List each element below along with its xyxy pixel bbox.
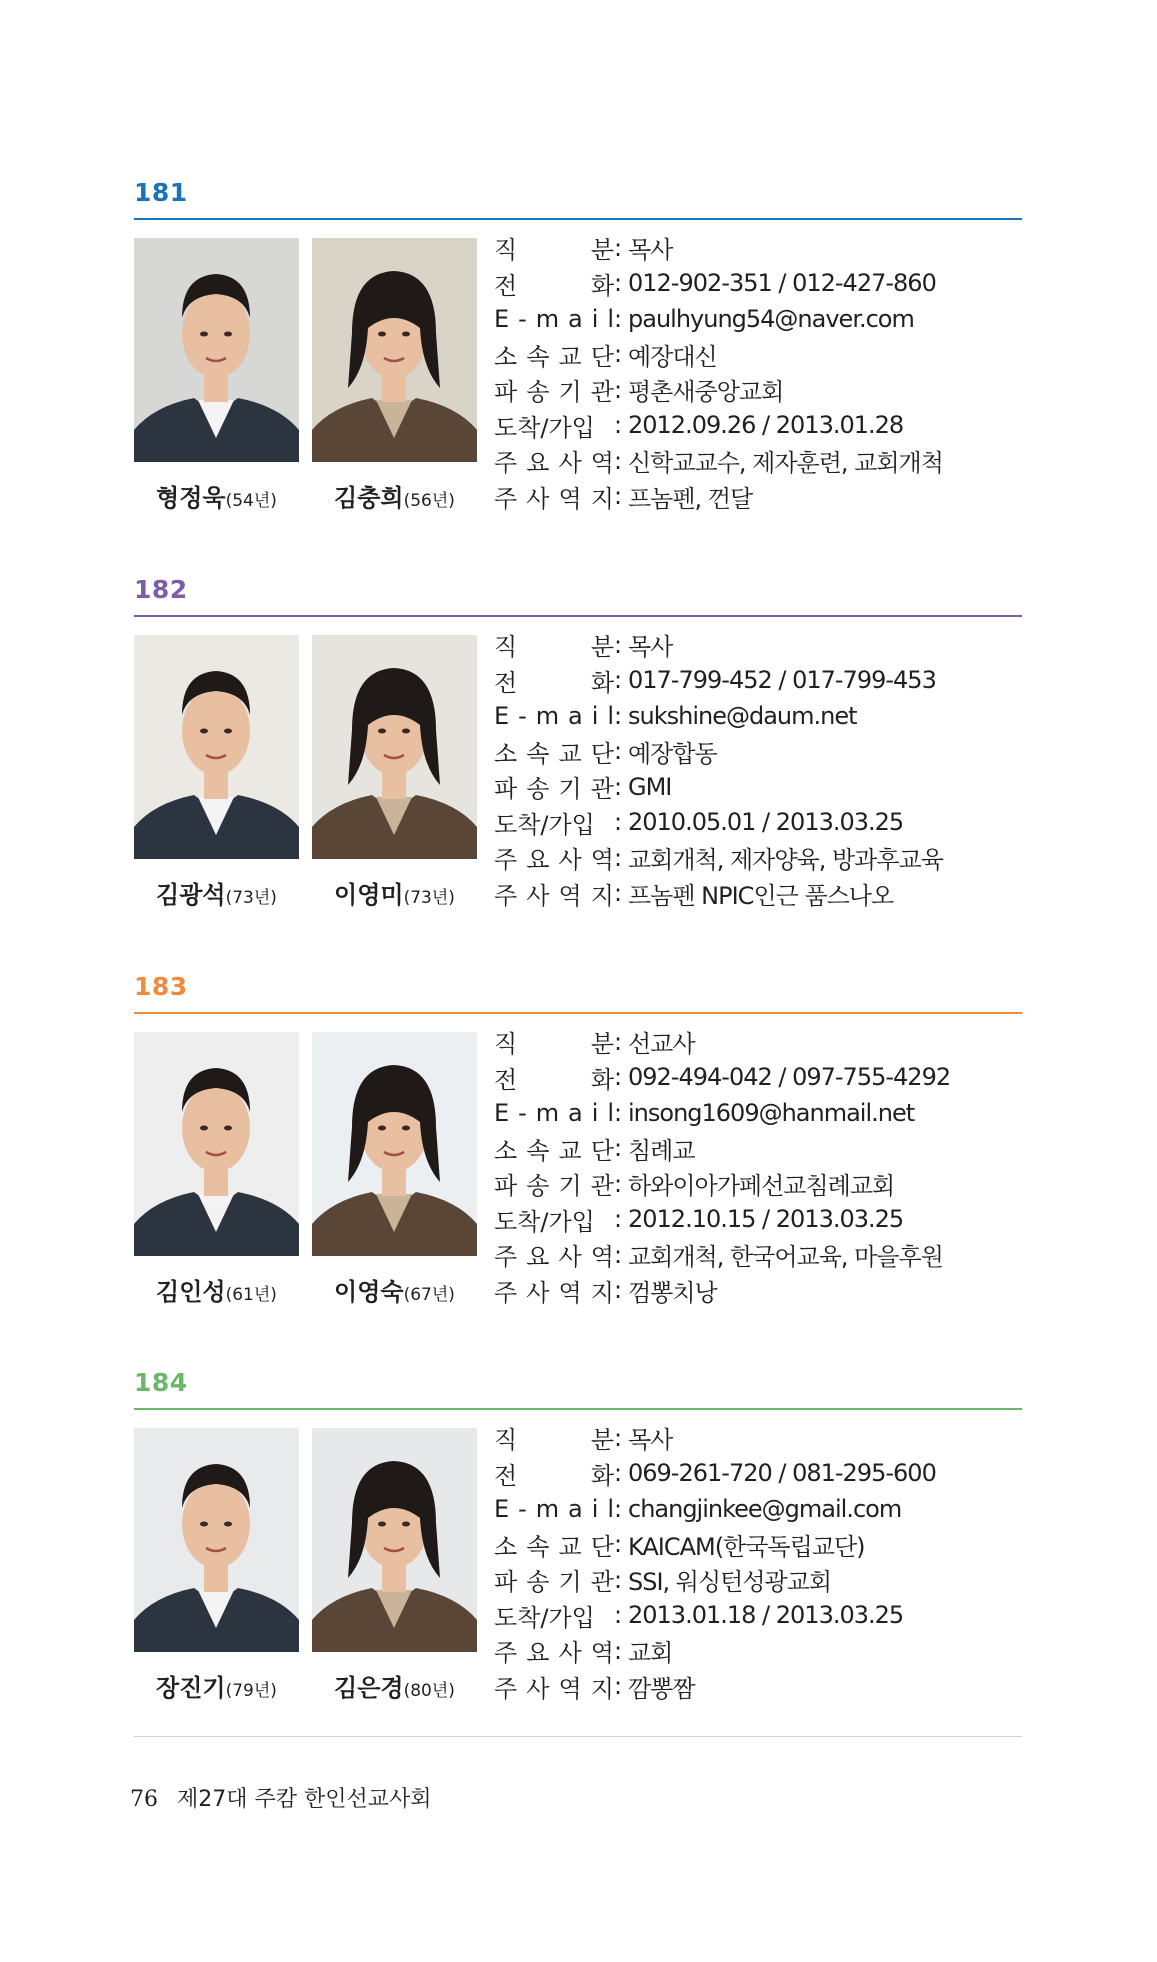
field-separator: : [614,1240,623,1269]
field-separator: : [614,482,623,511]
label-char: l [607,304,614,333]
field-label [494,372,614,407]
field-value-denomination: 침례교 [628,1136,695,1165]
label-char: E [494,701,510,730]
entry-number: 181 [134,178,188,207]
field-separator: : [614,1530,623,1559]
label-char: 파 [494,1172,518,1201]
label-char: i [591,701,599,730]
field-label [494,702,614,730]
field-separator: : [614,630,623,659]
missionary-entry [134,972,1022,1332]
field-separator: : [614,879,623,908]
info-block [494,1024,1022,1308]
field-separator: : [614,843,623,872]
label-char: 역 [558,484,582,513]
field-value-position: 목사 [628,1426,673,1455]
person-name: 김충희 [334,484,404,512]
label-char: 기 [558,775,582,804]
field-value-position: 목사 [628,633,673,662]
field-value-dates: 2013.01.18 / 2013.03.25 [628,1601,904,1630]
info-block [494,627,1022,911]
field-separator: : [614,701,623,730]
info-row-ministry [494,840,1022,876]
entry-divider [134,615,1022,617]
label-char: 소 [494,739,518,768]
label-char: 송 [526,775,550,804]
person-name: 형정욱 [156,484,226,512]
field-label [494,1562,614,1597]
info-row-agency [494,372,1022,408]
field-separator: : [614,1063,623,1092]
field-label [494,1633,614,1668]
label-char: 직 [494,633,518,662]
field-value-region: 프놈펜, 껀달 [628,484,753,513]
label-char: 주 [494,1674,518,1703]
label-char: - [518,304,527,333]
birth-year: (67년) [403,1285,455,1305]
label-char: 도착/가입 [494,1207,595,1236]
label-char: 사 [526,881,550,910]
field-value-email: insong1609@hanmail.net [628,1098,915,1127]
info-row-phone [494,663,1022,699]
field-value-phone: 017-799-452 / 017-799-453 [628,666,936,695]
info-row-region [494,479,1022,515]
field-value-ministry: 신학교교수, 제자훈련, 교회개척 [628,449,943,478]
field-label [494,840,614,875]
publication-title: 제27대 주캄 한인선교사회 [177,1787,432,1812]
info-row-email [494,1095,1022,1131]
person-name: 장진기 [156,1674,226,1702]
label-char: m [535,304,560,333]
field-value-email: changjinkee@gmail.com [628,1494,902,1523]
label-char: 주 [494,1639,518,1668]
field-separator: : [614,1205,623,1234]
label-char: E [494,304,510,333]
field-value-email: paulhyung54@naver.com [628,304,914,333]
label-char: 주 [494,846,518,875]
label-char: 송 [526,378,550,407]
person-caption [312,1272,477,1307]
birth-year: (73년) [403,888,455,908]
label-char: 전 [494,1461,518,1490]
field-value-dates: 2012.10.15 / 2013.03.25 [628,1205,904,1234]
field-value-denomination: 예장대신 [628,342,717,371]
label-char: E [494,1494,510,1523]
info-row-position [494,230,1022,266]
label-char: 속 [526,1136,550,1165]
label-char: 교 [558,342,582,371]
label-char: i [591,1494,599,1523]
field-separator: : [614,1601,623,1630]
info-row-dates [494,1202,1022,1238]
label-char: m [535,1494,560,1523]
field-label [494,1237,614,1272]
info-row-dates [494,805,1022,841]
info-row-position [494,1420,1022,1456]
person-caption [312,875,477,910]
info-row-phone [494,266,1022,302]
portrait-photo [312,1428,477,1652]
entry-divider [134,218,1022,220]
label-char: 역 [590,449,614,478]
field-separator: : [614,1134,623,1163]
label-char: 기 [558,1172,582,1201]
field-label [494,663,614,698]
info-row-region [494,876,1022,912]
field-value-region: 프놈펜 NPIC인근 품스나오 [628,881,894,910]
label-char: 전 [494,1065,518,1094]
field-label [494,1024,614,1059]
label-char: 지 [590,484,614,513]
entry-number: 183 [134,972,188,1001]
field-label [494,1420,614,1455]
label-char: 소 [494,1136,518,1165]
label-char: 관 [590,378,614,407]
label-char: 화 [590,271,614,300]
label-char: 역 [558,1674,582,1703]
label-char: 속 [526,739,550,768]
field-value-denomination: 예장합동 [628,739,717,768]
label-char: 전 [494,668,518,697]
label-char: 도착/가입 [494,810,595,839]
info-row-ministry [494,1237,1022,1273]
field-value-agency: 평촌새중앙교회 [628,378,784,407]
entry-number: 182 [134,575,188,604]
label-char: 단 [590,1136,614,1165]
person-name: 김은경 [334,1674,404,1702]
label-char: - [518,1098,527,1127]
info-row-phone [494,1060,1022,1096]
label-char: l [607,701,614,730]
label-char: 사 [558,1639,582,1668]
label-char: 요 [526,449,550,478]
label-char: 송 [526,1172,550,1201]
field-label [494,443,614,478]
label-char: i [591,1098,599,1127]
missionary-entry [134,178,1022,538]
info-row-agency [494,1562,1022,1598]
field-label [494,1202,614,1237]
field-separator: : [614,269,623,298]
label-char: - [518,701,527,730]
field-label [494,1669,614,1704]
label-char: 직 [494,236,518,265]
field-label [494,337,614,372]
birth-year: (54년) [225,491,277,511]
field-separator: : [614,446,623,475]
field-label [494,266,614,301]
field-value-phone: 069-261-720 / 081-295-600 [628,1459,936,1488]
label-char: 분 [590,1030,614,1059]
field-value-agency: 하와이아가페선교침례교회 [628,1172,895,1201]
label-char: 관 [590,775,614,804]
label-char: 화 [590,668,614,697]
person-name: 이영숙 [334,1278,404,1306]
field-separator: : [614,233,623,262]
field-value-email: sukshine@daum.net [628,701,857,730]
field-separator: : [614,411,623,440]
label-char: 분 [590,633,614,662]
info-row-email [494,301,1022,337]
field-value-denomination: KAICAM(한국독립교단) [628,1532,865,1561]
info-row-ministry [494,1633,1022,1669]
label-char: 속 [526,342,550,371]
label-char: m [535,1098,560,1127]
person-name: 이영미 [334,881,404,909]
field-value-ministry: 교회 [628,1639,673,1668]
field-label [494,1131,614,1166]
info-row-denomination [494,1131,1022,1167]
footer-divider [134,1736,1022,1737]
label-char: 지 [590,881,614,910]
person-caption [312,1668,477,1703]
label-char: 도착/가입 [494,1603,595,1632]
birth-year: (80년) [403,1681,455,1701]
field-separator: : [614,666,623,695]
label-char: 도착/가입 [494,413,595,442]
label-char: 요 [526,1639,550,1668]
label-char: 단 [590,342,614,371]
field-separator: : [614,772,623,801]
field-label [494,627,614,662]
field-separator: : [614,1459,623,1488]
label-char: i [591,304,599,333]
label-char: 교 [558,1532,582,1561]
portrait-photo [134,1428,299,1652]
label-char: m [535,701,560,730]
field-label [494,305,614,333]
label-char: 직 [494,1030,518,1059]
field-value-region: 깜뽕짬 [628,1674,695,1703]
label-char: 교 [558,1136,582,1165]
info-row-region [494,1669,1022,1705]
label-char: 주 [494,484,518,513]
field-value-ministry: 교회개척, 제자양육, 방과후교육 [628,846,943,875]
label-char: 주 [494,1243,518,1272]
person-caption [134,478,299,513]
missionary-entry [134,1368,1022,1728]
field-label [494,1495,614,1523]
field-label [494,1099,614,1127]
label-char: a [568,1098,583,1127]
label-char: 관 [590,1568,614,1597]
person-caption [134,1272,299,1307]
field-value-region: 껌뽕치낭 [628,1278,717,1307]
missionary-entry [134,575,1022,935]
label-char: 교 [558,739,582,768]
label-char: 요 [526,1243,550,1272]
field-label [494,769,614,804]
info-row-email [494,1491,1022,1527]
person-caption [312,478,477,513]
label-char: 단 [590,739,614,768]
field-separator: : [614,304,623,333]
field-separator: : [614,340,623,369]
field-label [494,1456,614,1491]
page-number: 76 [130,1787,158,1812]
entry-divider [134,1012,1022,1014]
info-row-region [494,1273,1022,1309]
info-block [494,1420,1022,1704]
label-char: 사 [558,846,582,875]
person-name: 김광석 [156,881,226,909]
field-separator: : [614,808,623,837]
label-char: 지 [590,1278,614,1307]
label-char: 단 [590,1532,614,1561]
field-label [494,876,614,911]
field-value-position: 목사 [628,236,673,265]
field-separator: : [614,737,623,766]
label-char: 역 [590,1243,614,1272]
label-char: a [568,701,583,730]
field-label [494,1273,614,1308]
field-separator: : [614,1169,623,1198]
label-char: 역 [590,846,614,875]
label-char: 전 [494,271,518,300]
info-row-agency [494,1166,1022,1202]
field-separator: : [614,1672,623,1701]
field-value-position: 선교사 [628,1030,695,1059]
info-row-denomination [494,734,1022,770]
field-separator: : [614,1098,623,1127]
label-char: 송 [526,1568,550,1597]
portrait-photo [134,1032,299,1256]
label-char: 소 [494,1532,518,1561]
field-label [494,1527,614,1562]
label-char: 사 [558,449,582,478]
page-footer [130,1782,432,1813]
birth-year: (73년) [225,888,277,908]
field-label [494,230,614,265]
label-char: - [518,1494,527,1523]
label-char: 역 [590,1639,614,1668]
portrait-photo [312,635,477,859]
person-caption [134,1668,299,1703]
label-char: 사 [526,484,550,513]
birth-year: (79년) [225,1681,277,1701]
label-char: 소 [494,342,518,371]
info-row-position [494,1024,1022,1060]
portrait-photo [134,238,299,462]
label-char: l [607,1494,614,1523]
field-separator: : [614,375,623,404]
field-label [494,1598,614,1633]
field-value-agency: GMI [628,772,672,801]
info-row-email [494,698,1022,734]
label-char: 주 [494,1278,518,1307]
label-char: 기 [558,378,582,407]
info-row-phone [494,1456,1022,1492]
field-value-dates: 2010.05.01 / 2013.03.25 [628,808,904,837]
label-char: a [568,1494,583,1523]
label-char: 기 [558,1568,582,1597]
label-char: 사 [526,1278,550,1307]
label-char: 요 [526,846,550,875]
label-char: l [607,1098,614,1127]
info-row-denomination [494,337,1022,373]
label-char: 사 [558,1243,582,1272]
label-char: 주 [494,449,518,478]
label-char: 분 [590,1426,614,1455]
birth-year: (61년) [225,1285,277,1305]
field-label [494,1166,614,1201]
info-row-agency [494,769,1022,805]
label-char: 파 [494,775,518,804]
field-separator: : [614,1565,623,1594]
info-row-ministry [494,443,1022,479]
label-char: 파 [494,1568,518,1597]
field-label [494,805,614,840]
field-value-phone: 092-494-042 / 097-755-4292 [628,1063,951,1092]
label-char: 관 [590,1172,614,1201]
label-char: 사 [526,1674,550,1703]
field-label [494,408,614,443]
field-separator: : [614,1494,623,1523]
field-value-dates: 2012.09.26 / 2013.01.28 [628,411,904,440]
info-row-position [494,627,1022,663]
label-char: 속 [526,1532,550,1561]
field-value-ministry: 교회개척, 한국어교육, 마을후원 [628,1243,943,1272]
info-row-denomination [494,1527,1022,1563]
field-separator: : [614,1636,623,1665]
field-separator: : [614,1027,623,1056]
field-label [494,734,614,769]
field-label [494,1060,614,1095]
label-char: 역 [558,881,582,910]
label-char: 역 [558,1278,582,1307]
birth-year: (56년) [403,491,455,511]
label-char: 화 [590,1065,614,1094]
portrait-photo [312,1032,477,1256]
field-value-phone: 012-902-351 / 012-427-860 [628,269,936,298]
portrait-photo [312,238,477,462]
portrait-photo [134,635,299,859]
entry-divider [134,1408,1022,1410]
person-name: 김인성 [156,1278,226,1306]
label-char: a [568,304,583,333]
info-row-dates [494,1598,1022,1634]
info-row-dates [494,408,1022,444]
person-caption [134,875,299,910]
field-label [494,479,614,514]
entry-number: 184 [134,1368,188,1397]
field-separator: : [614,1276,623,1305]
label-char: 화 [590,1461,614,1490]
label-char: 주 [494,881,518,910]
field-value-agency: SSI, 워싱턴성광교회 [628,1568,832,1597]
label-char: 파 [494,378,518,407]
label-char: 분 [590,236,614,265]
field-separator: : [614,1423,623,1452]
label-char: 직 [494,1426,518,1455]
label-char: 지 [590,1674,614,1703]
info-block [494,230,1022,514]
label-char: E [494,1098,510,1127]
